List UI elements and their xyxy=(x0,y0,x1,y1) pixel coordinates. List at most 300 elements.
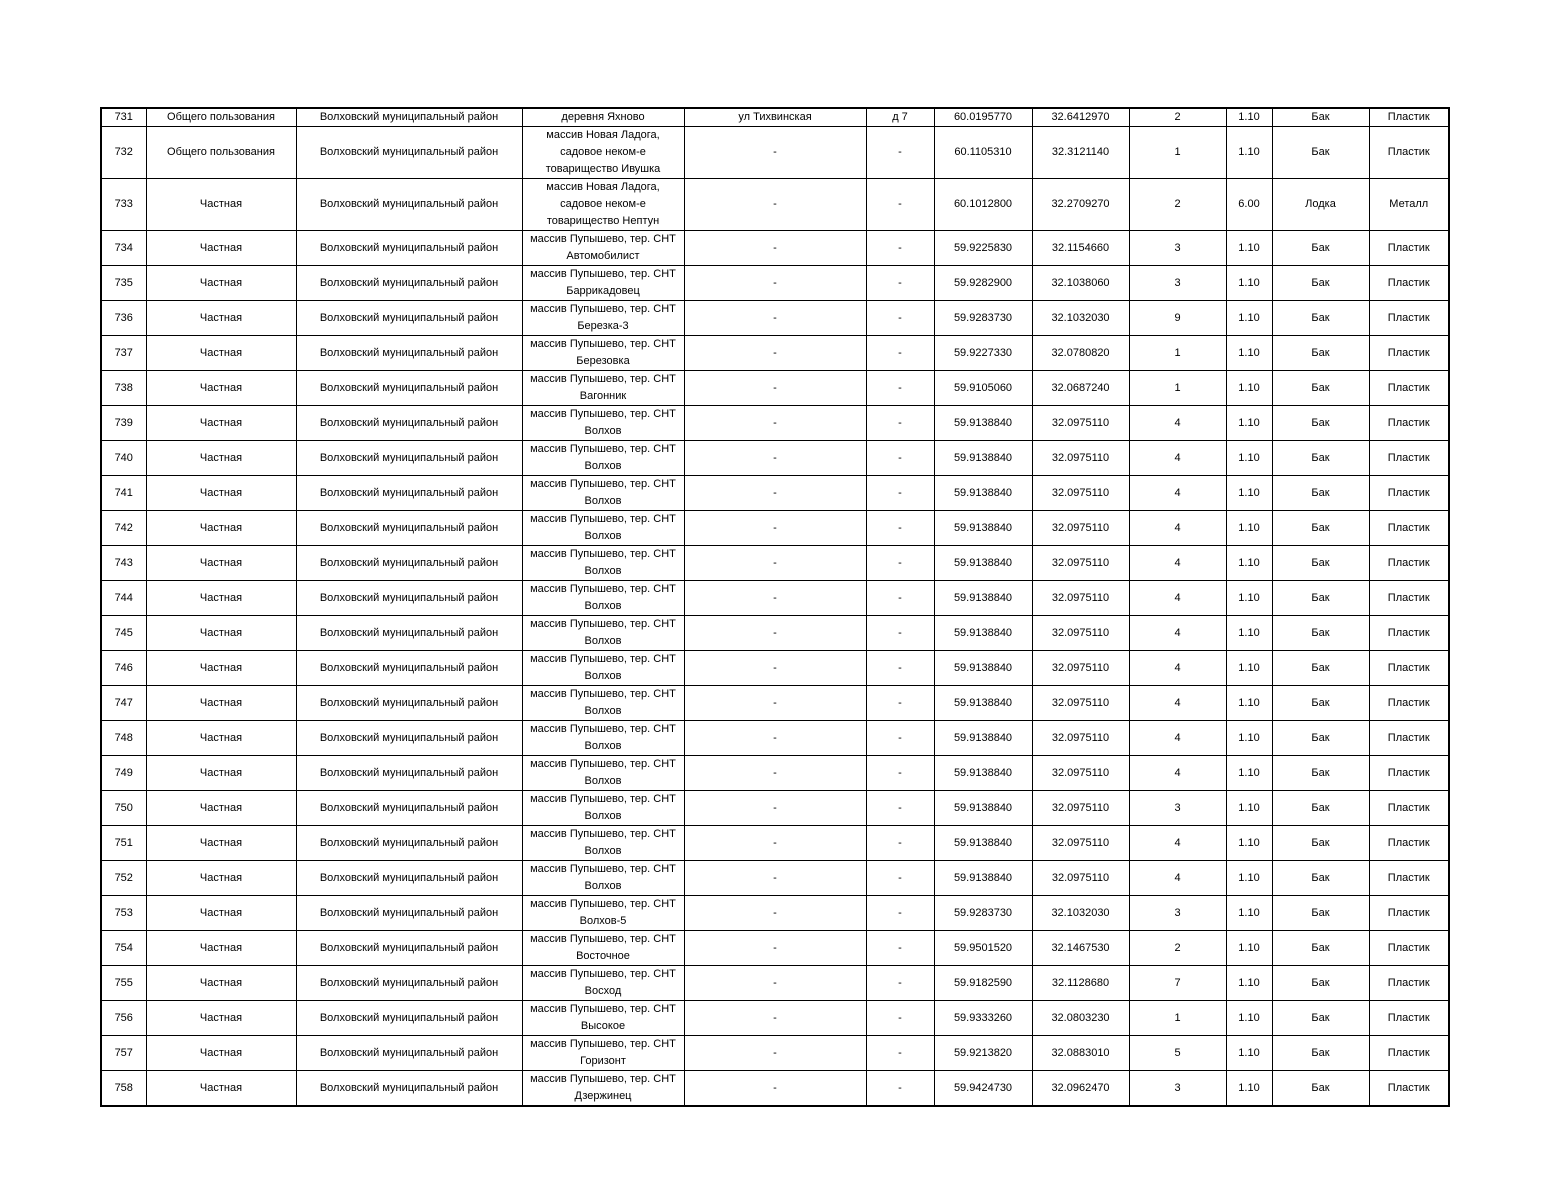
cell-container-type: Бак xyxy=(1272,127,1369,179)
cell-ownership: Частная xyxy=(146,756,296,791)
cell-ownership: Частная xyxy=(146,651,296,686)
cell-container-volume: 1.10 xyxy=(1226,336,1272,371)
cell-house: - xyxy=(866,686,934,721)
cell-house: - xyxy=(866,231,934,266)
table-row xyxy=(101,1071,1449,1107)
cell-ownership: Частная xyxy=(146,371,296,406)
cell-container-volume: 1.10 xyxy=(1226,721,1272,756)
cell-container-volume: 1.10 xyxy=(1226,441,1272,476)
cell-street: - xyxy=(684,371,866,406)
cell-number: 741 xyxy=(101,476,146,511)
cell-number: 756 xyxy=(101,1001,146,1036)
cell-number: 734 xyxy=(101,231,146,266)
cell-latitude: 59.9282900 xyxy=(934,266,1032,301)
cell-number: 738 xyxy=(101,371,146,406)
cell-container-volume: 1.10 xyxy=(1226,1001,1272,1036)
table-row xyxy=(101,721,1449,756)
cell-locality: массив Пупышево, тер. СНТ Волхов xyxy=(522,721,684,756)
cell-ownership: Частная xyxy=(146,931,296,966)
cell-street: - xyxy=(684,616,866,651)
cell-street: ул Тихвинская xyxy=(684,108,866,127)
table-row xyxy=(101,441,1449,476)
table-row xyxy=(101,1036,1449,1071)
cell-number: 744 xyxy=(101,581,146,616)
cell-ownership: Частная xyxy=(146,546,296,581)
cell-longitude: 32.0975110 xyxy=(1032,581,1129,616)
cell-house: - xyxy=(866,406,934,441)
cell-longitude: 32.0975110 xyxy=(1032,686,1129,721)
cell-locality: массив Пупышево, тер. СНТ Волхов-5 xyxy=(522,896,684,931)
cell-district: Волховский муниципальный район xyxy=(296,546,522,581)
cell-longitude: 32.1038060 xyxy=(1032,266,1129,301)
cell-container-type: Бак xyxy=(1272,476,1369,511)
container-site-table xyxy=(100,107,1450,1107)
cell-district: Волховский муниципальный район xyxy=(296,826,522,861)
cell-house: д 7 xyxy=(866,108,934,127)
cell-container-material: Пластик xyxy=(1369,108,1449,127)
cell-container-type: Бак xyxy=(1272,336,1369,371)
cell-district: Волховский муниципальный район xyxy=(296,721,522,756)
cell-container-volume: 1.10 xyxy=(1226,476,1272,511)
cell-locality: массив Пупышево, тер. СНТ Вагонник xyxy=(522,371,684,406)
cell-house: - xyxy=(866,511,934,546)
cell-latitude: 59.9138840 xyxy=(934,651,1032,686)
cell-house: - xyxy=(866,1001,934,1036)
cell-container-volume: 1.10 xyxy=(1226,581,1272,616)
cell-latitude: 59.9138840 xyxy=(934,791,1032,826)
cell-street: - xyxy=(684,266,866,301)
cell-longitude: 32.2709270 xyxy=(1032,179,1129,231)
cell-container-volume: 1.10 xyxy=(1226,966,1272,1001)
cell-container-count: 4 xyxy=(1129,686,1226,721)
table-row xyxy=(101,686,1449,721)
cell-district: Волховский муниципальный район xyxy=(296,266,522,301)
cell-longitude: 32.0803230 xyxy=(1032,1001,1129,1036)
cell-district: Волховский муниципальный район xyxy=(296,127,522,179)
cell-longitude: 32.0975110 xyxy=(1032,441,1129,476)
cell-number: 754 xyxy=(101,931,146,966)
cell-container-material: Пластик xyxy=(1369,861,1449,896)
cell-container-type: Бак xyxy=(1272,546,1369,581)
cell-container-type: Бак xyxy=(1272,756,1369,791)
cell-number: 755 xyxy=(101,966,146,1001)
cell-container-material: Пластик xyxy=(1369,931,1449,966)
cell-container-volume: 1.10 xyxy=(1226,651,1272,686)
cell-container-volume: 1.10 xyxy=(1226,108,1272,127)
cell-district: Волховский муниципальный район xyxy=(296,511,522,546)
cell-container-material: Пластик xyxy=(1369,546,1449,581)
cell-street: - xyxy=(684,966,866,1001)
cell-container-count: 4 xyxy=(1129,581,1226,616)
cell-street: - xyxy=(684,651,866,686)
cell-district: Волховский муниципальный район xyxy=(296,966,522,1001)
cell-number: 747 xyxy=(101,686,146,721)
cell-latitude: 59.9225830 xyxy=(934,231,1032,266)
table-row xyxy=(101,511,1449,546)
cell-district: Волховский муниципальный район xyxy=(296,756,522,791)
table-row xyxy=(101,616,1449,651)
cell-longitude: 32.1032030 xyxy=(1032,301,1129,336)
cell-ownership: Общего пользования xyxy=(146,108,296,127)
cell-street: - xyxy=(684,931,866,966)
cell-container-material: Пластик xyxy=(1369,127,1449,179)
cell-container-type: Бак xyxy=(1272,1001,1369,1036)
cell-container-type: Бак xyxy=(1272,441,1369,476)
cell-ownership: Частная xyxy=(146,1001,296,1036)
cell-locality: массив Пупышево, тер. СНТ Восход xyxy=(522,966,684,1001)
cell-longitude: 32.0975110 xyxy=(1032,791,1129,826)
cell-container-count: 3 xyxy=(1129,266,1226,301)
cell-latitude: 59.9138840 xyxy=(934,581,1032,616)
cell-container-count: 3 xyxy=(1129,896,1226,931)
cell-longitude: 32.1032030 xyxy=(1032,896,1129,931)
cell-latitude: 59.9138840 xyxy=(934,616,1032,651)
cell-ownership: Частная xyxy=(146,826,296,861)
cell-container-count: 4 xyxy=(1129,546,1226,581)
cell-container-type: Бак xyxy=(1272,231,1369,266)
table-row xyxy=(101,546,1449,581)
cell-container-count: 4 xyxy=(1129,826,1226,861)
cell-house: - xyxy=(866,441,934,476)
cell-container-type: Бак xyxy=(1272,791,1369,826)
cell-number: 739 xyxy=(101,406,146,441)
cell-container-type: Бак xyxy=(1272,1036,1369,1071)
cell-container-volume: 1.10 xyxy=(1226,826,1272,861)
cell-locality: массив Пупышево, тер. СНТ Горизонт xyxy=(522,1036,684,1071)
cell-district: Волховский муниципальный район xyxy=(296,301,522,336)
cell-latitude: 59.9105060 xyxy=(934,371,1032,406)
cell-container-material: Пластик xyxy=(1369,616,1449,651)
cell-house: - xyxy=(866,791,934,826)
cell-house: - xyxy=(866,1036,934,1071)
cell-container-volume: 1.10 xyxy=(1226,791,1272,826)
cell-container-type: Бак xyxy=(1272,1071,1369,1107)
cell-container-volume: 1.10 xyxy=(1226,1071,1272,1107)
cell-container-material: Пластик xyxy=(1369,1001,1449,1036)
cell-number: 737 xyxy=(101,336,146,371)
cell-container-volume: 1.10 xyxy=(1226,616,1272,651)
cell-ownership: Частная xyxy=(146,266,296,301)
cell-container-type: Бак xyxy=(1272,686,1369,721)
cell-street: - xyxy=(684,896,866,931)
cell-container-material: Пластик xyxy=(1369,511,1449,546)
cell-container-type: Бак xyxy=(1272,966,1369,1001)
cell-container-type: Бак xyxy=(1272,651,1369,686)
cell-latitude: 59.9138840 xyxy=(934,546,1032,581)
cell-container-count: 7 xyxy=(1129,966,1226,1001)
cell-container-material: Пластик xyxy=(1369,721,1449,756)
cell-container-volume: 1.10 xyxy=(1226,127,1272,179)
document-sheet xyxy=(100,107,1450,1107)
cell-number: 733 xyxy=(101,179,146,231)
cell-container-material: Пластик xyxy=(1369,826,1449,861)
cell-longitude: 32.0975110 xyxy=(1032,616,1129,651)
table-row xyxy=(101,108,1449,127)
cell-container-count: 4 xyxy=(1129,721,1226,756)
cell-container-volume: 1.10 xyxy=(1226,896,1272,931)
cell-house: - xyxy=(866,756,934,791)
cell-district: Волховский муниципальный район xyxy=(296,179,522,231)
cell-container-count: 3 xyxy=(1129,791,1226,826)
cell-container-type: Бак xyxy=(1272,861,1369,896)
cell-locality: массив Пупышево, тер. СНТ Волхов xyxy=(522,826,684,861)
cell-house: - xyxy=(866,371,934,406)
cell-ownership: Частная xyxy=(146,406,296,441)
cell-street: - xyxy=(684,826,866,861)
cell-number: 757 xyxy=(101,1036,146,1071)
cell-container-volume: 1.10 xyxy=(1226,371,1272,406)
cell-latitude: 60.0195770 xyxy=(934,108,1032,127)
cell-container-material: Пластик xyxy=(1369,231,1449,266)
cell-number: 748 xyxy=(101,721,146,756)
cell-house: - xyxy=(866,966,934,1001)
cell-container-count: 1 xyxy=(1129,1001,1226,1036)
cell-house: - xyxy=(866,721,934,756)
cell-number: 732 xyxy=(101,127,146,179)
cell-container-material: Пластик xyxy=(1369,651,1449,686)
cell-longitude: 32.0975110 xyxy=(1032,651,1129,686)
cell-locality: массив Пупышево, тер. СНТ Восточное xyxy=(522,931,684,966)
cell-district: Волховский муниципальный район xyxy=(296,616,522,651)
cell-container-count: 5 xyxy=(1129,1036,1226,1071)
cell-ownership: Частная xyxy=(146,616,296,651)
cell-container-count: 4 xyxy=(1129,756,1226,791)
cell-container-volume: 1.10 xyxy=(1226,406,1272,441)
cell-house: - xyxy=(866,336,934,371)
cell-locality: массив Пупышево, тер. СНТ Березовка xyxy=(522,336,684,371)
cell-house: - xyxy=(866,651,934,686)
cell-street: - xyxy=(684,1001,866,1036)
cell-container-material: Пластик xyxy=(1369,266,1449,301)
cell-latitude: 59.9138840 xyxy=(934,476,1032,511)
cell-container-material: Пластик xyxy=(1369,966,1449,1001)
cell-container-volume: 1.10 xyxy=(1226,931,1272,966)
cell-latitude: 59.9227330 xyxy=(934,336,1032,371)
table-row xyxy=(101,476,1449,511)
cell-locality: массив Пупышево, тер. СНТ Березка-3 xyxy=(522,301,684,336)
cell-ownership: Общего пользования xyxy=(146,127,296,179)
cell-ownership: Частная xyxy=(146,861,296,896)
table-row xyxy=(101,756,1449,791)
table-row xyxy=(101,896,1449,931)
cell-street: - xyxy=(684,476,866,511)
table-row xyxy=(101,179,1449,231)
cell-ownership: Частная xyxy=(146,476,296,511)
cell-district: Волховский муниципальный район xyxy=(296,108,522,127)
cell-latitude: 59.9501520 xyxy=(934,931,1032,966)
cell-container-count: 9 xyxy=(1129,301,1226,336)
cell-container-type: Бак xyxy=(1272,931,1369,966)
table-row xyxy=(101,931,1449,966)
cell-locality: массив Пупышево, тер. СНТ Волхов xyxy=(522,861,684,896)
cell-locality: массив Пупышево, тер. СНТ Автомобилист xyxy=(522,231,684,266)
cell-street: - xyxy=(684,127,866,179)
cell-number: 751 xyxy=(101,826,146,861)
cell-street: - xyxy=(684,231,866,266)
cell-number: 758 xyxy=(101,1071,146,1107)
cell-latitude: 60.1012800 xyxy=(934,179,1032,231)
cell-house: - xyxy=(866,301,934,336)
cell-number: 742 xyxy=(101,511,146,546)
cell-locality: массив Новая Ладога, садовое неком-е товарищество Ивушка xyxy=(522,127,684,179)
cell-container-material: Пластик xyxy=(1369,756,1449,791)
cell-longitude: 32.1128680 xyxy=(1032,966,1129,1001)
cell-longitude: 32.0975110 xyxy=(1032,406,1129,441)
cell-street: - xyxy=(684,336,866,371)
cell-house: - xyxy=(866,826,934,861)
cell-container-type: Бак xyxy=(1272,108,1369,127)
cell-ownership: Частная xyxy=(146,231,296,266)
cell-container-volume: 6.00 xyxy=(1226,179,1272,231)
table-row xyxy=(101,581,1449,616)
cell-street: - xyxy=(684,511,866,546)
cell-number: 745 xyxy=(101,616,146,651)
cell-ownership: Частная xyxy=(146,511,296,546)
cell-latitude: 59.9283730 xyxy=(934,301,1032,336)
cell-number: 749 xyxy=(101,756,146,791)
cell-longitude: 32.0883010 xyxy=(1032,1036,1129,1071)
table-row xyxy=(101,826,1449,861)
cell-longitude: 32.1467530 xyxy=(1032,931,1129,966)
cell-longitude: 32.1154660 xyxy=(1032,231,1129,266)
cell-container-count: 1 xyxy=(1129,371,1226,406)
cell-district: Волховский муниципальный район xyxy=(296,791,522,826)
cell-container-count: 2 xyxy=(1129,179,1226,231)
cell-longitude: 32.0687240 xyxy=(1032,371,1129,406)
cell-longitude: 32.0975110 xyxy=(1032,511,1129,546)
table-row xyxy=(101,371,1449,406)
cell-locality: массив Пупышево, тер. СНТ Волхов xyxy=(522,581,684,616)
cell-house: - xyxy=(866,896,934,931)
cell-district: Волховский муниципальный район xyxy=(296,581,522,616)
cell-ownership: Частная xyxy=(146,1071,296,1107)
cell-ownership: Частная xyxy=(146,966,296,1001)
cell-ownership: Частная xyxy=(146,179,296,231)
cell-latitude: 59.9138840 xyxy=(934,721,1032,756)
cell-locality: массив Пупышево, тер. СНТ Волхов xyxy=(522,756,684,791)
cell-street: - xyxy=(684,861,866,896)
cell-house: - xyxy=(866,179,934,231)
cell-district: Волховский муниципальный район xyxy=(296,931,522,966)
cell-street: - xyxy=(684,721,866,756)
cell-locality: массив Пупышево, тер. СНТ Дзержинец xyxy=(522,1071,684,1107)
table-row xyxy=(101,1001,1449,1036)
cell-latitude: 59.9283730 xyxy=(934,896,1032,931)
cell-district: Волховский муниципальный район xyxy=(296,231,522,266)
table-body xyxy=(101,108,1449,1106)
table-row xyxy=(101,336,1449,371)
cell-house: - xyxy=(866,931,934,966)
cell-ownership: Частная xyxy=(146,581,296,616)
cell-container-type: Бак xyxy=(1272,371,1369,406)
cell-district: Волховский муниципальный район xyxy=(296,1071,522,1107)
cell-container-count: 2 xyxy=(1129,108,1226,127)
cell-container-volume: 1.10 xyxy=(1226,511,1272,546)
cell-district: Волховский муниципальный район xyxy=(296,406,522,441)
cell-container-count: 4 xyxy=(1129,511,1226,546)
cell-container-type: Бак xyxy=(1272,616,1369,651)
cell-container-type: Бак xyxy=(1272,511,1369,546)
cell-container-volume: 1.10 xyxy=(1226,266,1272,301)
cell-container-material: Пластик xyxy=(1369,336,1449,371)
cell-locality: массив Пупышево, тер. СНТ Волхов xyxy=(522,686,684,721)
cell-ownership: Частная xyxy=(146,896,296,931)
cell-longitude: 32.0975110 xyxy=(1032,826,1129,861)
cell-latitude: 60.1105310 xyxy=(934,127,1032,179)
cell-number: 746 xyxy=(101,651,146,686)
cell-container-material: Пластик xyxy=(1369,791,1449,826)
cell-container-count: 4 xyxy=(1129,476,1226,511)
cell-street: - xyxy=(684,546,866,581)
cell-house: - xyxy=(866,616,934,651)
cell-container-volume: 1.10 xyxy=(1226,756,1272,791)
cell-container-type: Бак xyxy=(1272,581,1369,616)
cell-district: Волховский муниципальный район xyxy=(296,686,522,721)
cell-longitude: 32.6412970 xyxy=(1032,108,1129,127)
cell-street: - xyxy=(684,791,866,826)
cell-longitude: 32.0975110 xyxy=(1032,756,1129,791)
cell-longitude: 32.0962470 xyxy=(1032,1071,1129,1107)
cell-district: Волховский муниципальный район xyxy=(296,1036,522,1071)
cell-locality: массив Пупышево, тер. СНТ Волхов xyxy=(522,441,684,476)
cell-container-type: Бак xyxy=(1272,301,1369,336)
cell-number: 752 xyxy=(101,861,146,896)
cell-longitude: 32.0975110 xyxy=(1032,476,1129,511)
cell-number: 736 xyxy=(101,301,146,336)
cell-container-volume: 1.10 xyxy=(1226,301,1272,336)
cell-street: - xyxy=(684,686,866,721)
cell-latitude: 59.9213820 xyxy=(934,1036,1032,1071)
cell-locality: массив Пупышево, тер. СНТ Волхов xyxy=(522,511,684,546)
cell-latitude: 59.9138840 xyxy=(934,826,1032,861)
cell-street: - xyxy=(684,179,866,231)
cell-container-material: Металл xyxy=(1369,179,1449,231)
table-row xyxy=(101,791,1449,826)
cell-street: - xyxy=(684,581,866,616)
table-row xyxy=(101,266,1449,301)
cell-latitude: 59.9138840 xyxy=(934,406,1032,441)
cell-house: - xyxy=(866,581,934,616)
cell-container-type: Бак xyxy=(1272,406,1369,441)
cell-district: Волховский муниципальный район xyxy=(296,896,522,931)
cell-district: Волховский муниципальный район xyxy=(296,441,522,476)
cell-house: - xyxy=(866,476,934,511)
cell-street: - xyxy=(684,301,866,336)
cell-locality: массив Новая Ладога, садовое неком-е товарищество Нептун xyxy=(522,179,684,231)
cell-container-type: Лодка xyxy=(1272,179,1369,231)
cell-locality: массив Пупышево, тер. СНТ Волхов xyxy=(522,791,684,826)
cell-longitude: 32.0975110 xyxy=(1032,861,1129,896)
cell-latitude: 59.9333260 xyxy=(934,1001,1032,1036)
cell-container-material: Пластик xyxy=(1369,896,1449,931)
cell-house: - xyxy=(866,861,934,896)
cell-district: Волховский муниципальный район xyxy=(296,476,522,511)
cell-container-material: Пластик xyxy=(1369,301,1449,336)
table-row xyxy=(101,406,1449,441)
table-row xyxy=(101,966,1449,1001)
cell-street: - xyxy=(684,756,866,791)
cell-container-count: 4 xyxy=(1129,406,1226,441)
cell-container-material: Пластик xyxy=(1369,686,1449,721)
cell-house: - xyxy=(866,266,934,301)
cell-house: - xyxy=(866,1071,934,1107)
cell-container-type: Бак xyxy=(1272,826,1369,861)
cell-container-count: 2 xyxy=(1129,931,1226,966)
cell-street: - xyxy=(684,406,866,441)
cell-container-volume: 1.10 xyxy=(1226,686,1272,721)
cell-container-volume: 1.10 xyxy=(1226,546,1272,581)
cell-container-material: Пластик xyxy=(1369,1036,1449,1071)
